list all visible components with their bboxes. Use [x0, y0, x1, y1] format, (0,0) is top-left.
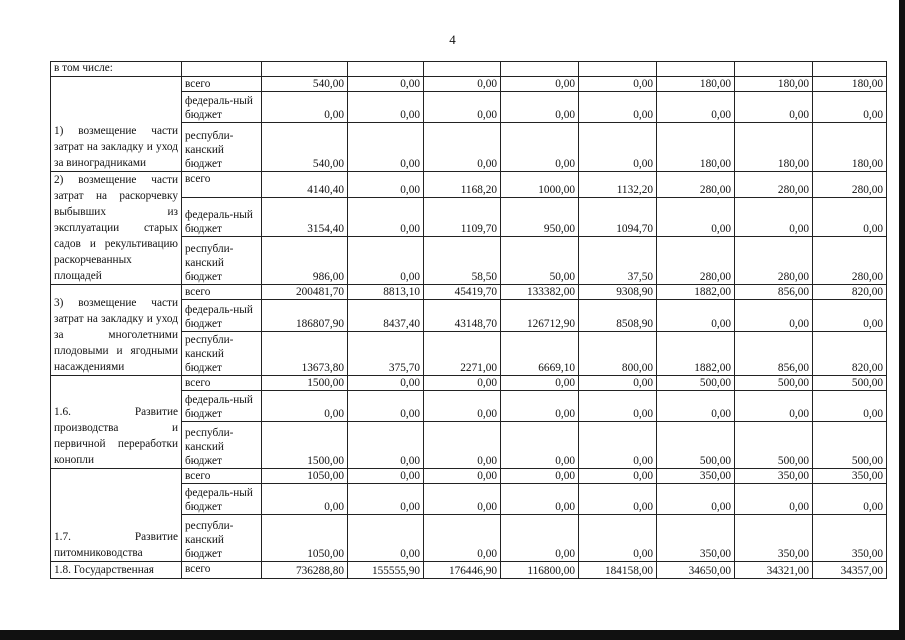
value-cell: 0,00	[424, 515, 501, 562]
table-row	[51, 285, 887, 300]
row-label: федераль-ный бюджет	[182, 92, 262, 123]
row-label: федераль-ный бюджет	[182, 484, 262, 515]
value-cell: 8508,90	[579, 300, 657, 332]
value-cell: 0,00	[348, 198, 424, 237]
value-cell: 0,00	[501, 77, 579, 92]
value-cell: 116800,00	[501, 562, 579, 579]
value-cell: 1000,00	[501, 172, 579, 198]
value-cell: 350,00	[657, 515, 735, 562]
value-cell: 34321,00	[735, 562, 813, 579]
section-title: 1.7. Развитие питомниководства	[51, 469, 182, 562]
value-cell: 37,50	[579, 237, 657, 285]
value-cell: 0,00	[579, 376, 657, 391]
row-label: всего	[182, 77, 262, 92]
value-cell: 0,00	[348, 376, 424, 391]
empty-cell	[735, 62, 813, 77]
section-title: 1.8. Государственная	[51, 562, 182, 579]
value-cell: 0,00	[262, 391, 348, 422]
empty-cell	[348, 62, 424, 77]
table-row-intro	[51, 62, 887, 77]
value-cell: 1109,70	[424, 198, 501, 237]
value-cell: 350,00	[735, 515, 813, 562]
section-title: 3) возмещение части затрат на закладку и уход за многолетними плодовыми и ягодными насаждениями	[51, 285, 182, 376]
value-cell: 200481,70	[262, 285, 348, 300]
value-cell: 0,00	[657, 484, 735, 515]
value-cell: 500,00	[735, 422, 813, 469]
page-number: 4	[449, 32, 456, 47]
value-cell: 0,00	[735, 92, 813, 123]
value-cell: 13673,80	[262, 332, 348, 376]
value-cell: 0,00	[424, 123, 501, 172]
value-cell: 1094,70	[579, 198, 657, 237]
value-cell: 500,00	[735, 376, 813, 391]
budget-table	[50, 61, 887, 579]
value-cell: 0,00	[348, 172, 424, 198]
value-cell: 0,00	[348, 237, 424, 285]
value-cell: 1168,20	[424, 172, 501, 198]
empty-cell	[813, 62, 887, 77]
value-cell: 0,00	[348, 77, 424, 92]
value-cell: 0,00	[424, 92, 501, 123]
value-cell: 0,00	[813, 484, 887, 515]
value-cell: 1050,00	[262, 515, 348, 562]
value-cell: 280,00	[813, 237, 887, 285]
value-cell: 280,00	[657, 237, 735, 285]
table-row	[51, 562, 887, 579]
value-cell: 280,00	[813, 172, 887, 198]
value-cell: 1500,00	[262, 376, 348, 391]
value-cell: 0,00	[579, 515, 657, 562]
value-cell: 350,00	[735, 469, 813, 484]
table-row	[51, 172, 887, 198]
value-cell: 0,00	[424, 77, 501, 92]
value-cell: 9308,90	[579, 285, 657, 300]
value-cell: 180,00	[657, 123, 735, 172]
value-cell: 0,00	[579, 484, 657, 515]
value-cell: 280,00	[735, 172, 813, 198]
value-cell: 820,00	[813, 285, 887, 300]
value-cell: 34650,00	[657, 562, 735, 579]
value-cell: 0,00	[657, 92, 735, 123]
value-cell: 180,00	[657, 77, 735, 92]
value-cell: 280,00	[657, 172, 735, 198]
row-label: всего	[182, 285, 262, 300]
value-cell: 800,00	[579, 332, 657, 376]
value-cell: 0,00	[348, 422, 424, 469]
value-cell: 350,00	[813, 469, 887, 484]
value-cell: 0,00	[501, 92, 579, 123]
empty-cell	[182, 62, 262, 77]
value-cell: 8437,40	[348, 300, 424, 332]
value-cell: 540,00	[262, 77, 348, 92]
value-cell: 0,00	[735, 198, 813, 237]
value-cell: 0,00	[735, 391, 813, 422]
row-label: республи-канский бюджет	[182, 422, 262, 469]
empty-cell	[424, 62, 501, 77]
empty-cell	[657, 62, 735, 77]
empty-cell	[262, 62, 348, 77]
value-cell: 186807,90	[262, 300, 348, 332]
table-row	[51, 77, 887, 92]
value-cell: 0,00	[348, 484, 424, 515]
table-row	[51, 376, 887, 391]
value-cell: 1050,00	[262, 469, 348, 484]
value-cell: 0,00	[579, 123, 657, 172]
value-cell: 0,00	[657, 198, 735, 237]
value-cell: 4140,40	[262, 172, 348, 198]
value-cell: 0,00	[501, 123, 579, 172]
row-label: всего	[182, 172, 262, 198]
value-cell: 500,00	[813, 422, 887, 469]
value-cell: 986,00	[262, 237, 348, 285]
value-cell: 0,00	[501, 376, 579, 391]
value-cell: 0,00	[813, 391, 887, 422]
value-cell: 856,00	[735, 332, 813, 376]
value-cell: 0,00	[424, 469, 501, 484]
value-cell: 0,00	[424, 422, 501, 469]
value-cell: 8813,10	[348, 285, 424, 300]
value-cell: 6669,10	[501, 332, 579, 376]
empty-cell	[501, 62, 579, 77]
value-cell: 0,00	[579, 77, 657, 92]
value-cell: 500,00	[657, 422, 735, 469]
value-cell: 133382,00	[501, 285, 579, 300]
value-cell: 950,00	[501, 198, 579, 237]
value-cell: 1500,00	[262, 422, 348, 469]
section-title: 2) возмещение части затрат на раскорчевку выбывших из эксплуатации старых садов и рекультивацию раскорчеванных площадей	[51, 172, 182, 285]
value-cell: 180,00	[735, 123, 813, 172]
row-label: федераль-ный бюджет	[182, 300, 262, 332]
scan-edge	[899, 0, 905, 640]
value-cell: 736288,80	[262, 562, 348, 579]
value-cell: 375,70	[348, 332, 424, 376]
row-label: всего	[182, 376, 262, 391]
value-cell: 0,00	[579, 469, 657, 484]
value-cell: 0,00	[424, 376, 501, 391]
value-cell: 820,00	[813, 332, 887, 376]
table-row	[51, 469, 887, 484]
value-cell: 3154,40	[262, 198, 348, 237]
value-cell: 180,00	[813, 123, 887, 172]
scan-bottom-edge	[0, 630, 905, 640]
value-cell: 0,00	[813, 198, 887, 237]
empty-cell	[579, 62, 657, 77]
value-cell: 180,00	[735, 77, 813, 92]
value-cell: 1882,00	[657, 332, 735, 376]
value-cell: 2271,00	[424, 332, 501, 376]
value-cell: 500,00	[657, 376, 735, 391]
value-cell: 155555,90	[348, 562, 424, 579]
value-cell: 1882,00	[657, 285, 735, 300]
value-cell: 180,00	[813, 77, 887, 92]
value-cell: 0,00	[424, 484, 501, 515]
value-cell: 280,00	[735, 237, 813, 285]
value-cell: 0,00	[348, 92, 424, 123]
value-cell: 350,00	[813, 515, 887, 562]
value-cell: 34357,00	[813, 562, 887, 579]
value-cell: 0,00	[262, 484, 348, 515]
value-cell: 350,00	[657, 469, 735, 484]
value-cell: 1132,20	[579, 172, 657, 198]
value-cell: 0,00	[579, 92, 657, 123]
value-cell: 45419,70	[424, 285, 501, 300]
value-cell: 0,00	[501, 391, 579, 422]
value-cell: 856,00	[735, 285, 813, 300]
row-label: республи-канский бюджет	[182, 332, 262, 376]
value-cell: 0,00	[501, 469, 579, 484]
value-cell: 0,00	[501, 484, 579, 515]
section-title: 1.6. Развитие производства и первичной переработки конопли	[51, 376, 182, 469]
intro-cell: в том числе:	[51, 62, 182, 77]
row-label: республи-канский бюджет	[182, 515, 262, 562]
value-cell: 500,00	[813, 376, 887, 391]
value-cell: 0,00	[813, 92, 887, 123]
value-cell: 43148,70	[424, 300, 501, 332]
row-label: федераль-ный бюджет	[182, 391, 262, 422]
value-cell: 0,00	[735, 300, 813, 332]
value-cell: 0,00	[579, 422, 657, 469]
value-cell: 0,00	[501, 515, 579, 562]
value-cell: 0,00	[657, 300, 735, 332]
value-cell: 540,00	[262, 123, 348, 172]
value-cell: 0,00	[348, 123, 424, 172]
value-cell: 0,00	[735, 484, 813, 515]
value-cell: 176446,90	[424, 562, 501, 579]
table-body	[51, 62, 887, 579]
value-cell: 0,00	[262, 92, 348, 123]
value-cell: 0,00	[813, 300, 887, 332]
value-cell: 0,00	[424, 391, 501, 422]
value-cell: 0,00	[348, 469, 424, 484]
section-title: 1) возмещение части затрат на закладку и уход за виноградниками	[51, 77, 182, 172]
value-cell: 126712,90	[501, 300, 579, 332]
value-cell: 58,50	[424, 237, 501, 285]
row-label: всего	[182, 562, 262, 579]
value-cell: 50,00	[501, 237, 579, 285]
value-cell: 0,00	[348, 515, 424, 562]
row-label: республи-канский бюджет	[182, 123, 262, 172]
row-label: республи-канский бюджет	[182, 237, 262, 285]
value-cell: 0,00	[657, 391, 735, 422]
value-cell: 0,00	[579, 391, 657, 422]
value-cell: 0,00	[348, 391, 424, 422]
row-label: всего	[182, 469, 262, 484]
row-label: федераль-ный бюджет	[182, 198, 262, 237]
value-cell: 0,00	[501, 422, 579, 469]
value-cell: 184158,00	[579, 562, 657, 579]
